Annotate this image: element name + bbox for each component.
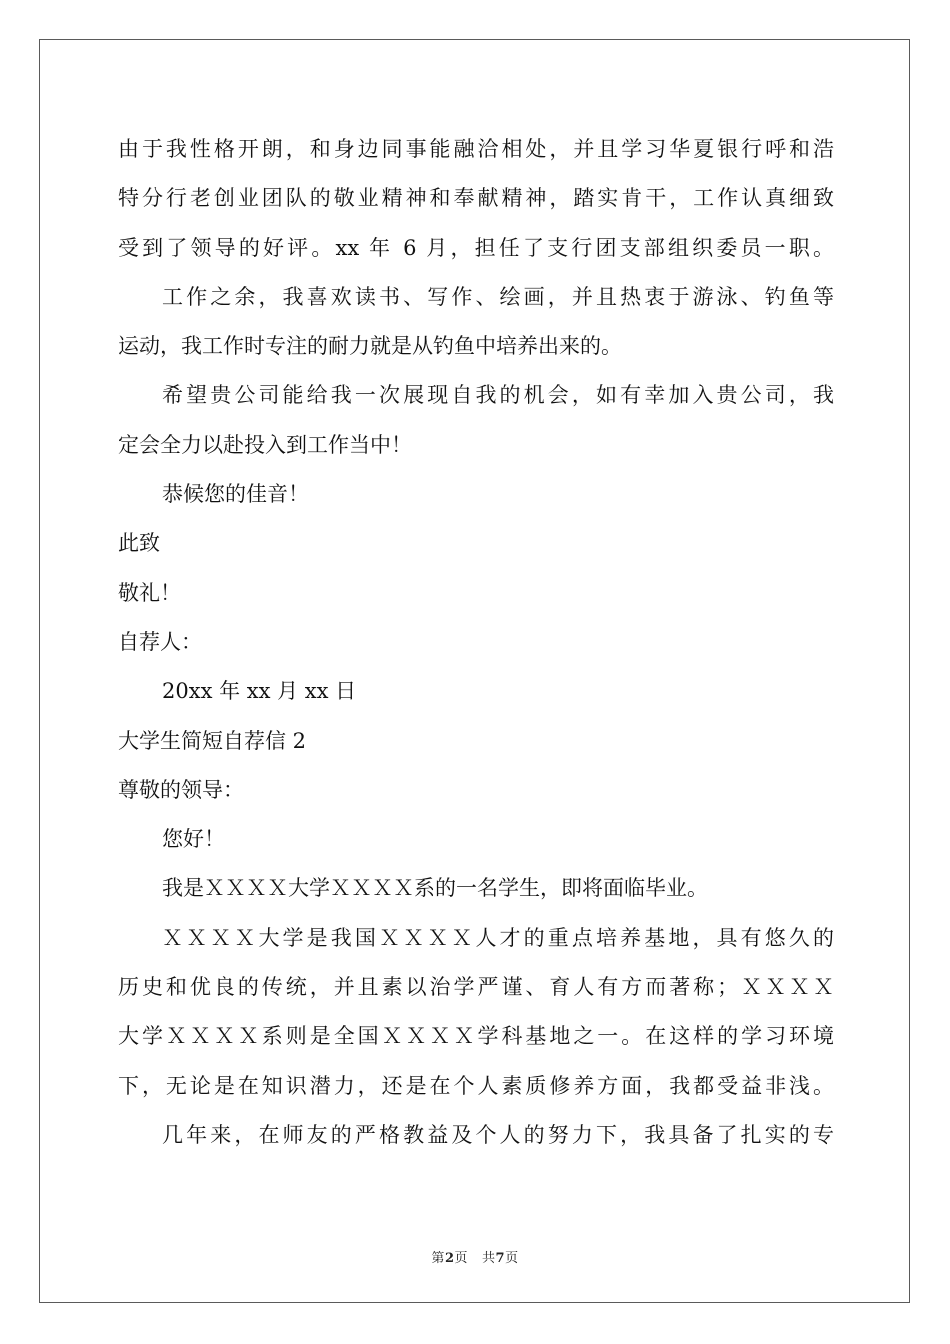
text-line: 大学ＸＸＸＸ系则是全国ＸＸＸＸ学科基地之一。在这样的学习环境 [118,1024,834,1049]
page-number-current: 2 [444,1251,455,1266]
text-line: 受到了领导的好评。xx 年 6 月，担任了支行团支部组织委员一职。 [118,235,834,260]
text-line: 由于我性格开朗，和身边同事能融洽相处，并且学习华夏银行呼和浩 [118,137,834,161]
greeting: 您好！ [162,827,225,852]
page-number-prefix: 第 [431,1251,445,1266]
text-line: 工作之余，我喜欢读书、写作、绘画，并且热衷于游泳、钓鱼等 [162,284,834,309]
salutation-closing: 此致 [118,531,160,556]
text-line: 下，无论是在知识潜力，还是在个人素质修养方面，我都受益非浅。 [118,1073,834,1098]
text-line: 我是ＸＸＸＸ大学ＸＸＸＸ系的一名学生，即将面临毕业。 [162,876,708,901]
greeting-recipient: 尊敬的领导： [118,777,244,802]
salutation-regards: 敬礼！ [118,580,181,605]
text-line: 恭候您的佳音！ [162,482,309,507]
signature-label: 自荐人： [118,629,202,654]
text-line: 特分行老创业团队的敬业精神和奉献精神，踏实肯干，工作认真细致 [118,186,834,211]
page-footer [0,1247,950,1266]
text-line: 历史和优良的传统，并且素以治学严谨、育人有方而著称；ＸＸＸＸ [118,975,834,1000]
text-line: 运动，我工作时专注的耐力就是从钓鱼中培养出来的。 [118,334,622,359]
page-total-suffix: 页 [505,1251,519,1266]
page-total: 7 [495,1251,506,1266]
text-line: 希望贵公司能给我一次展现自我的机会，如有幸加入贵公司，我 [162,383,834,408]
section-title: 大学生简短自荐信 2 [118,728,307,753]
date-line: 20xx 年 xx 月 xx 日 [162,679,357,704]
document-body [118,130,834,1165]
text-line: 几年来，在师友的严格教益及个人的努力下，我具备了扎实的专 [162,1122,834,1147]
page-number-suffix: 页 [454,1251,468,1266]
text-line: 定会全力以赴投入到工作当中！ [118,432,412,457]
page-total-prefix: 共 [482,1251,496,1266]
text-line: ＸＸＸＸ大学是我国ＸＸＸＸ人才的重点培养基地，具有悠久的 [162,925,834,950]
